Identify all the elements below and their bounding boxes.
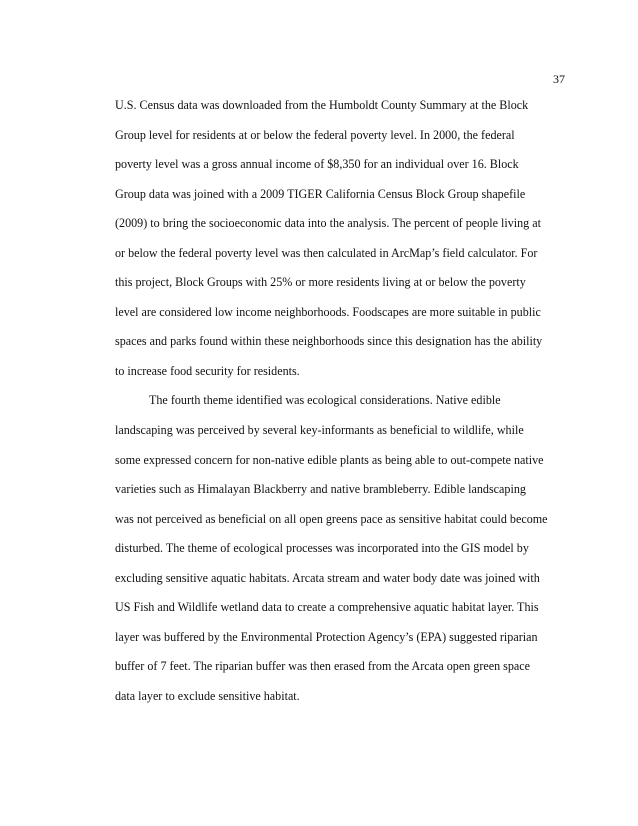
text-line: excluding sensitive aquatic habitats. Arcata stream and water body date was joined with <box>115 570 540 585</box>
text-line: (2009) to bring the socioeconomic data into the analysis. The percent of people living at <box>115 216 541 231</box>
text-line: disturbed. The theme of ecological processes was incorporated into the GIS model by <box>115 541 529 556</box>
text-line: Group data was joined with a 2009 TIGER California Census Block Group shapefile <box>115 186 526 201</box>
text-line: or below the federal poverty level was then calculated in ArcMap’s field calculator. For <box>115 245 538 260</box>
text-line: Group level for residents at or below the federal poverty level. In 2000, the federal <box>115 127 515 142</box>
text-line: U.S. Census data was downloaded from the Humboldt County Summary at the Block <box>115 98 529 112</box>
text-line: was not perceived as beneficial on all open greens pace as sensitive habitat could become <box>115 511 548 526</box>
page-number: 37 <box>553 72 565 86</box>
text-line: data layer to exclude sensitive habitat. <box>115 688 300 703</box>
text-line: level are considered low income neighborhoods. Foodscapes are more suitable in public <box>115 304 541 319</box>
text-line: some expressed concern for non-native edible plants as being able to out-compete native <box>115 452 544 467</box>
body-text <box>115 98 567 718</box>
text-line: layer was buffered by the Environmental Protection Agency’s (EPA) suggested riparian <box>115 629 538 644</box>
text-line: to increase food security for residents. <box>115 363 300 378</box>
text-line: poverty level was a gross annual income of $8,350 for an individual over 16. Block <box>115 157 519 172</box>
text-line: this project, Block Groups with 25% or more residents living at or below the poverty <box>115 275 526 290</box>
text-line: The fourth theme identified was ecological considerations. Native edible <box>149 393 501 408</box>
text-line: spaces and parks found within these neighborhoods since this designation has the ability <box>115 334 543 349</box>
text-line: US Fish and Wildlife wetland data to create a comprehensive aquatic habitat layer. This <box>115 600 539 615</box>
text-line: landscaping was perceived by several key-informants as beneficial to wildlife, while <box>115 423 524 438</box>
text-line: buffer of 7 feet. The riparian buffer was then erased from the Arcata open green space <box>115 659 531 674</box>
paragraph-census-data <box>115 98 567 378</box>
text-line: varieties such as Himalayan Blackberry and native brambleberry. Edible landscaping <box>115 482 526 497</box>
paragraph-ecological-considerations <box>115 393 567 702</box>
